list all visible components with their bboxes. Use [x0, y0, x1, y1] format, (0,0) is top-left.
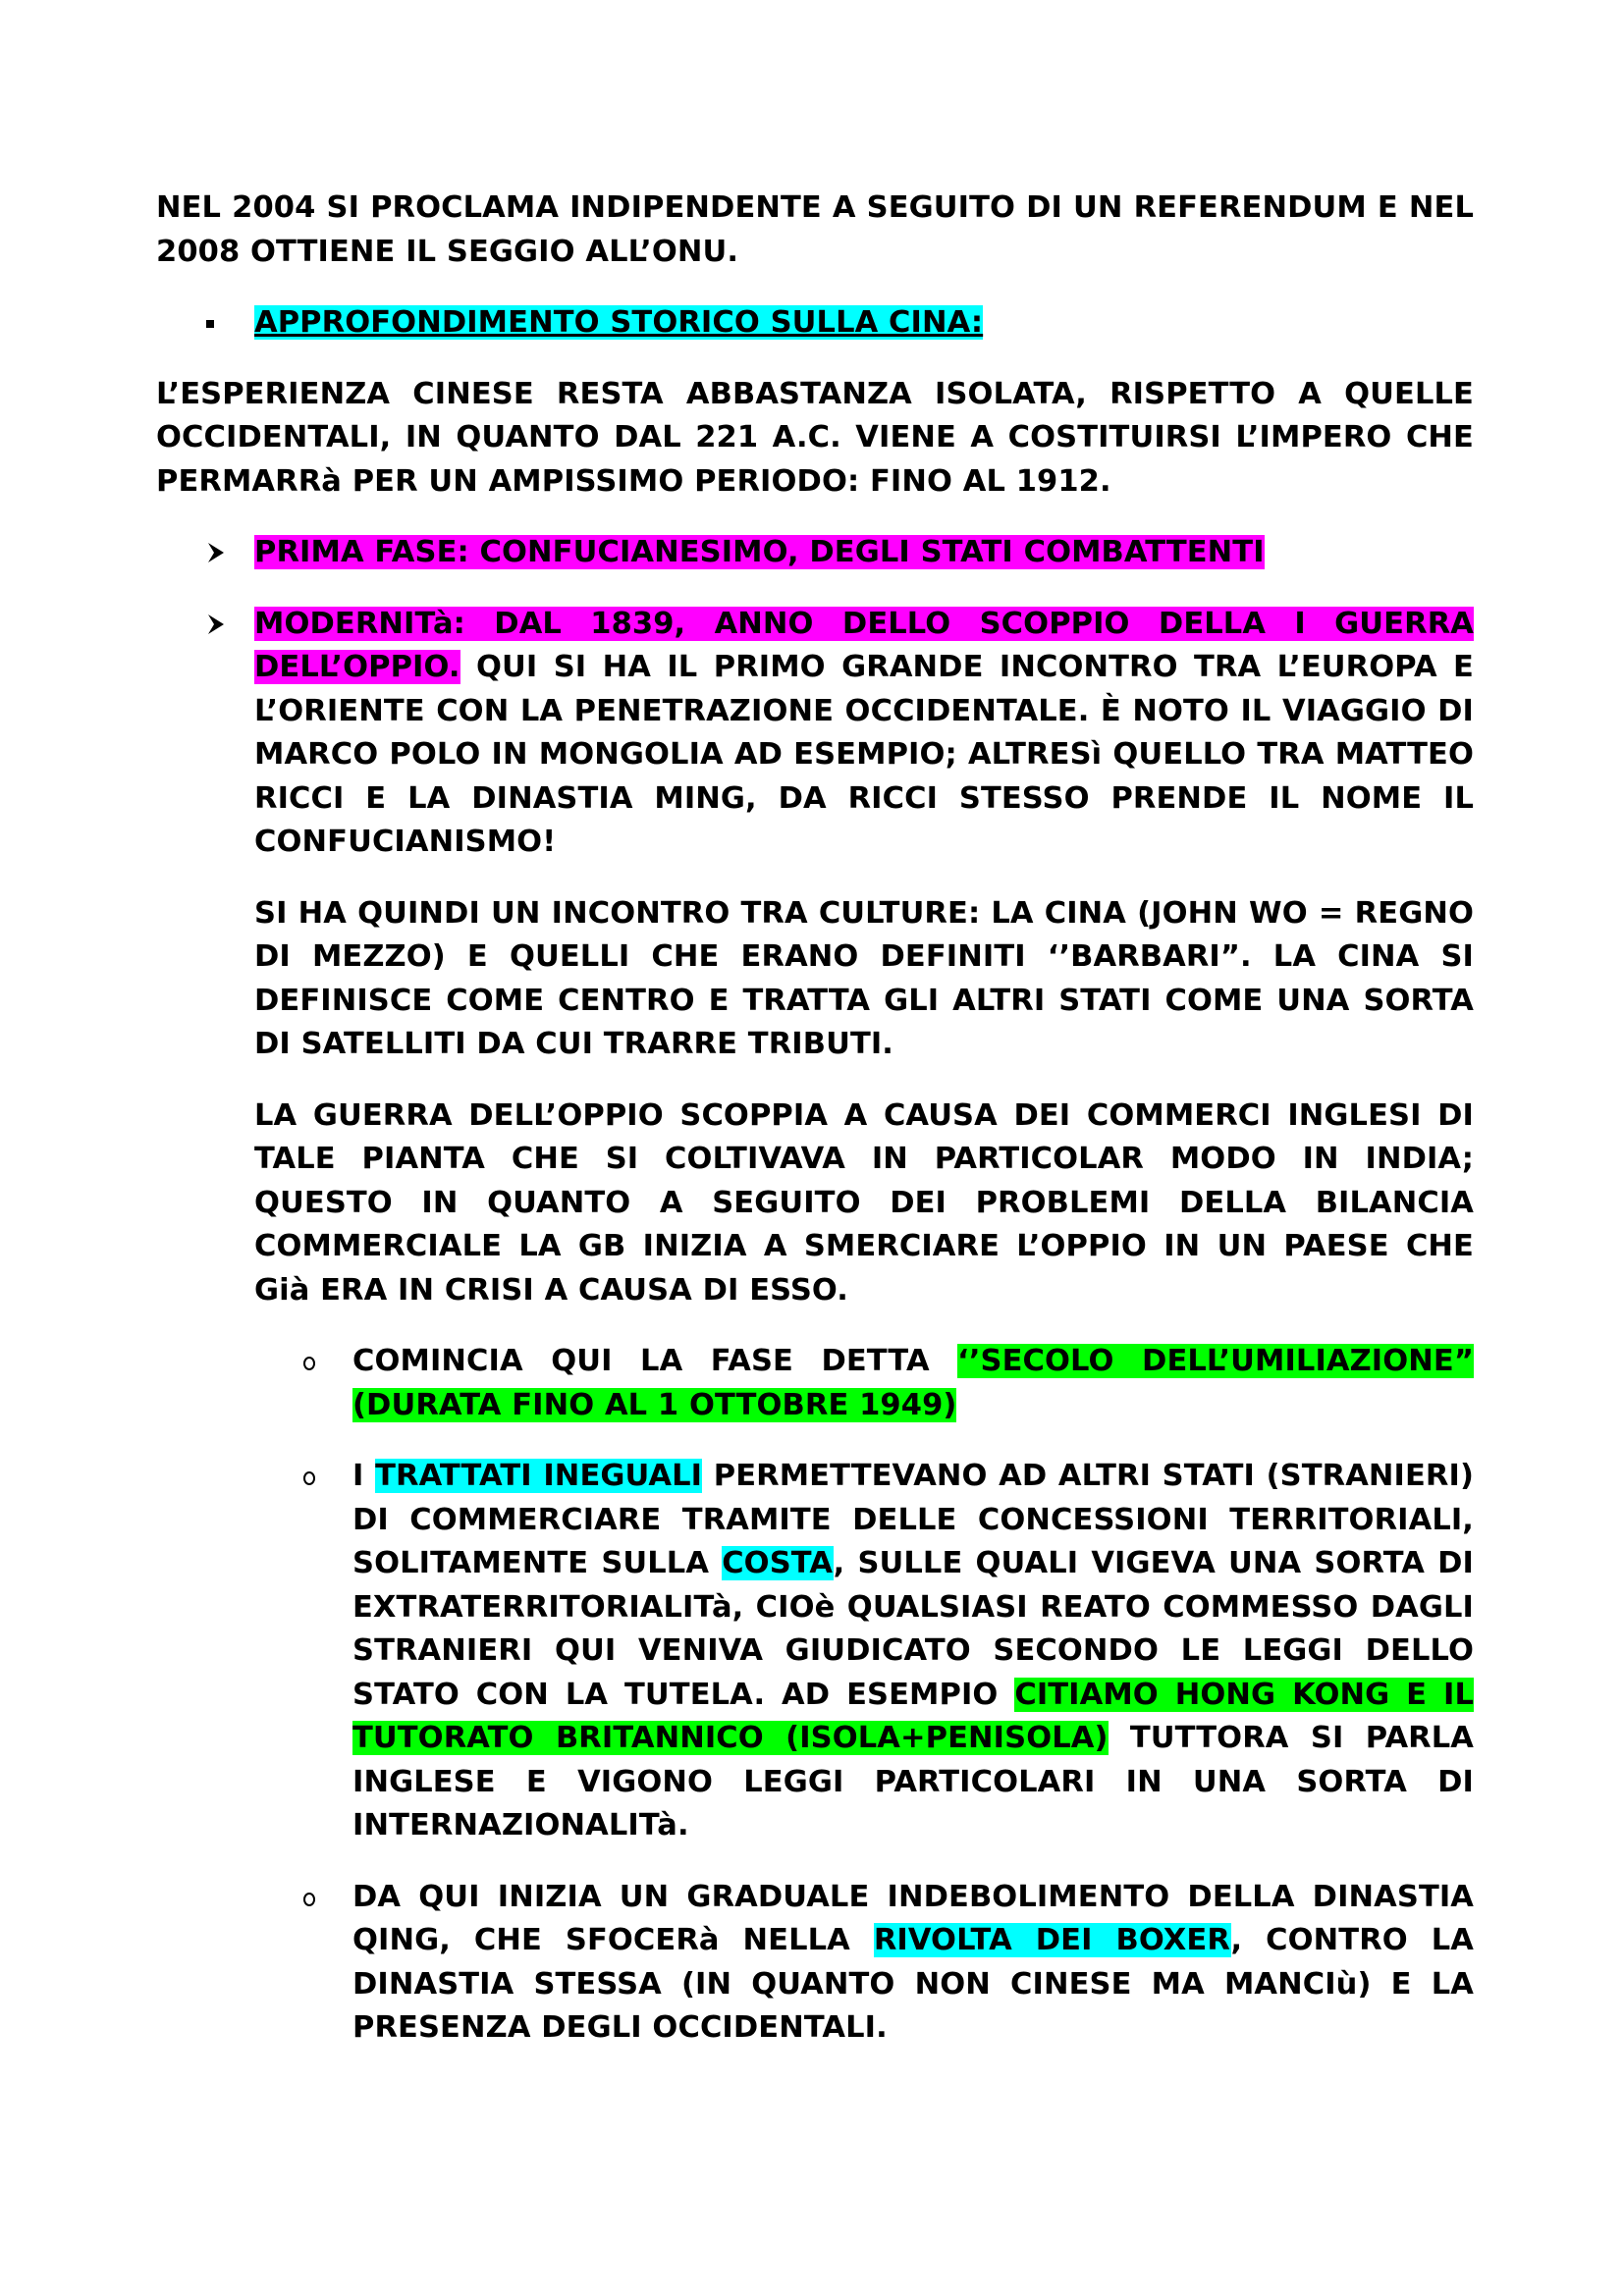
- sub-item-highlight: TRATTATI INEGUALI: [375, 1459, 703, 1493]
- square-bullet-icon: [206, 320, 214, 328]
- list-item-phase-2: [156, 603, 1474, 1313]
- paragraph-culture-encounter: SI HA QUINDI UN INCONTRO TRA CULTURE: LA CINA (JOHN WO = REGNO DI MEZZO) E QUELLI CHE ERANO DEFINITI ‘’BARBARI”. LA CINA SI DEFINISCE COME CENTRO E TRATTA GLI ALTRI STATI COME UNA SORTA DI SATELLITI DA CUI TRARRE TRIBUTI.: [254, 895, 1474, 1061]
- sub-item-humiliation: [156, 1340, 1474, 1427]
- phase-1-highlight: PRIMA FASE: CONFUCIANESIMO, DEGLI STATI COMBATTENTI: [254, 535, 1265, 569]
- sub-item-text: , SULLE QUALI VIGEVA UNA SORTA DI EXTRATERRITORIALITà, CIOè QUALSIASI REATO COMMESSO DAGLI STRANIERI QUI VENIVA GIUDICATO SECONDO LE LEGGI DELLO STATO CON LA TUTELA. AD ESEMPIO: [352, 1546, 1474, 1712]
- sub-item-highlight: CITIAMO HONG KONG E IL TUTORATO BRITANNICO (ISOLA+PENISOLA): [352, 1677, 1474, 1755]
- sub-item-unequal-treaties: [156, 1455, 1474, 1848]
- arrow-bullet-icon: [205, 612, 229, 637]
- phase-2-highlight: MODERNITà: DAL 1839, ANNO DELLO SCOPPIO DELLA I GUERRA DELL’OPPIO.: [254, 606, 1474, 684]
- sub-item-highlight: RIVOLTA DEI BOXER: [873, 1923, 1231, 1957]
- section-heading: APPROFONDIMENTO STORICO SULLA CINA:: [254, 305, 984, 340]
- document-page: [156, 187, 1474, 2051]
- sub-item-text: TUTTORA SI PARLA INGLESE E VIGONO LEGGI PARTICOLARI IN UNA SORTA DI INTERNAZIONALITà.: [352, 1721, 1474, 1842]
- sub-item-text: DA QUI INIZIA UN GRADUALE INDEBOLIMENTO DELLA DINASTIA QING, CHE SFOCERà NELLA: [352, 1879, 1474, 1957]
- sub-item-text: , CONTRO LA DINASTIA STESSA (IN QUANTO NON CINESE MA MANCIù) E LA PRESENZA DEGLI OCCIDENTALI.: [352, 1923, 1475, 2045]
- arrow-bullet-icon: [205, 540, 229, 565]
- paragraph-chinese-experience: L’ESPERIENZA CINESE RESTA ABBASTANZA ISOLATA, RISPETTO A QUELLE OCCIDENTALI, IN QUANTO DAL 221 A.C. VIENE A COSTITUIRSI L’IMPERO CHE PERMARRà PER UN AMPISSIMO PERIODO: FINO AL 1912.: [156, 376, 1474, 499]
- sub-item-qing-weakening: [156, 1876, 1474, 2051]
- section-heading-item: [156, 301, 1474, 346]
- paragraph-opium-war: LA GUERRA DELL’OPPIO SCOPPIA A CAUSA DEI COMMERCI INGLESI DI TALE PIANTA CHE SI COLTIVAVA IN PARTICOLAR MODO IN INDIA; QUESTO IN QUANTO A SEGUITO DEI PROBLEMI DELLA BILANCIA COMMERCIALE LA GB INIZIA A SMERCIARE L’OPPIO IN UN PAESE CHE Già ERA IN CRISI A CAUSA DI ESSO.: [254, 1097, 1474, 1308]
- phase-2-text: QUI SI HA IL PRIMO GRANDE INCONTRO TRA L’EUROPA E L’ORIENTE CON LA PENETRAZIONE OCCIDENTALE. È NOTO IL VIAGGIO DI MARCO POLO IN MONGOLIA AD ESEMPIO; ALTRESì QUELLO TRA MATTEO RICCI E LA DINASTIA MING, DA RICCI STESSO PRENDE IL NOME IL CONFUCIANISMO!: [254, 650, 1474, 859]
- sub-item-text: I: [352, 1459, 376, 1493]
- sub-item-highlight: COSTA: [722, 1546, 834, 1580]
- intro-paragraph: NEL 2004 SI PROCLAMA INDIPENDENTE A SEGUITO DI UN REFERENDUM E NEL 2008 OTTIENE IL SEGGIO ALL’ONU.: [156, 190, 1474, 269]
- sub-item-text: PERMETTEVANO AD ALTRI STATI (STRANIERI) DI COMMERCIARE TRAMITE DELLE CONCESSIONI TERRITORIALI, SOLITAMENTE SULLA: [352, 1459, 1474, 1580]
- circle-bullet-icon: [303, 1893, 315, 1906]
- circle-bullet-icon: [303, 1357, 315, 1370]
- list-item-phase-1: [156, 531, 1474, 575]
- circle-bullet-icon: [303, 1471, 315, 1485]
- sub-item-text: COMINCIA QUI LA FASE DETTA: [352, 1344, 958, 1378]
- sub-item-highlight: ‘’SECOLO DELL’UMILIAZIONE” (DURATA FINO AL 1 OTTOBRE 1949): [352, 1344, 1474, 1422]
